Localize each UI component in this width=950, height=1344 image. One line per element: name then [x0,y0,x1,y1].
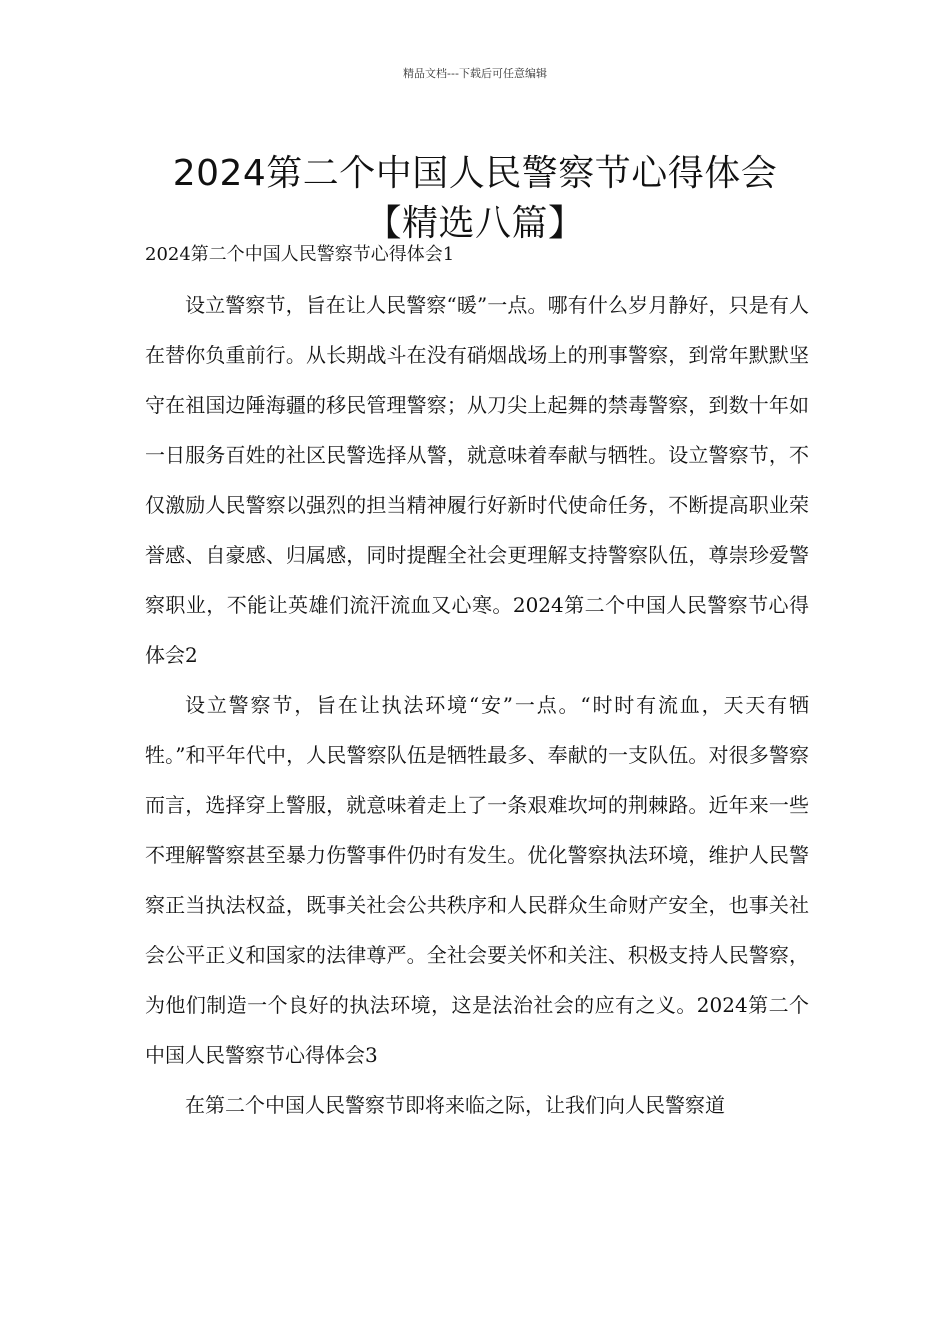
header-note: 精品文档---下载后可任意编辑 [403,67,547,80]
paragraph-3 [145,1080,809,1130]
paragraph-1 [145,280,809,680]
paragraph-1-text: 设立警察节，旨在让人民警察“暖”一点。哪有什么岁月静好，只是有人在替你负重前行。从长期战斗在没有硝烟战场上的刑事警察，到常年默默坚守在祖国边陲海疆的移民管理警察；从刀尖上起舞的禁毒警察，到数十年如一日服务百姓的社区民警选择从警，就意味着奉献与牺牲。设立警察节，不仅激励人民警察以强烈的担当精神履行好新时代使命任务，不断提高职业荣誉感、自豪感、归属感，同时提醒全社会更理解支持警察队伍，尊崇珍爱警察职业，不能让英雄们流汗流血又心寒。 [145,293,809,617]
document-body [145,230,809,1130]
section-heading-2: 2024第二个中国人民警察节心得体会2 [145,593,809,667]
paragraph-3-text: 在第二个中国人民警察节即将来临之际，让我们向人民警察道 [185,1093,725,1117]
title-line-2: 【精选八篇】 [365,203,585,245]
section-heading-1: 2024第二个中国人民警察节心得体会1 [145,244,455,265]
paragraph-2 [145,680,809,1080]
title-line-1: 2024第二个中国人民警察节心得体会 [172,153,778,195]
paragraph-2-text: 设立警察节，旨在让执法环境“安”一点。“时时有流血，天天有牺牲。”和平年代中，人民警察队伍是牺牲最多、奉献的一支队伍。对很多警察而言，选择穿上警服，就意味着走上了一条艰难坎坷的荆棘路。近年来一些不理解警察甚至暴力伤警事件仍时有发生。优化警察执法环境，维护人民警察正当执法权益，既事关社会公共秩序和人民群众生命财产安全，也事关社会公平正义和国家的法律尊严。全社会要关怀和关注、积极支持人民警察，为他们制造一个良好的执法环境，这是法治社会的应有之义。 [145,693,809,1017]
section-heading-3: 2024第二个中国人民警察节心得体会3 [145,993,810,1067]
